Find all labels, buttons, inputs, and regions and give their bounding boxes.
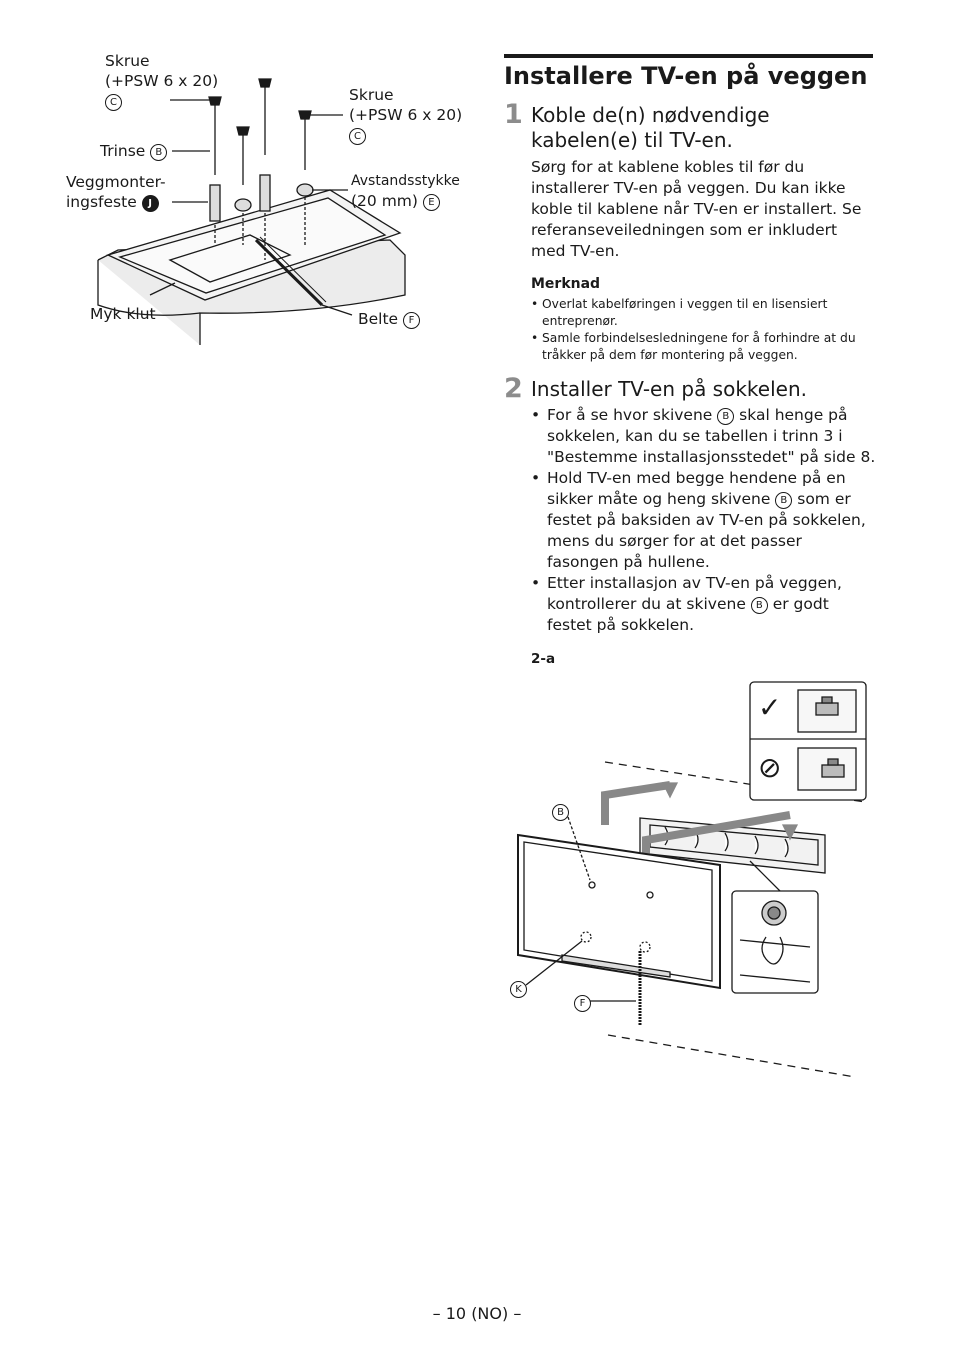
callout-washer	[552, 801, 569, 821]
check-icon: ✓	[758, 691, 782, 724]
label-wall-bracket: Veggmonter- ingsfeste J	[66, 173, 166, 211]
marker-b: B	[751, 597, 768, 614]
label-belt: Belte F	[358, 309, 420, 329]
figure-label: 2-a	[531, 651, 556, 667]
figure-wall-bracket-assembly	[60, 45, 480, 355]
marker-b: B	[552, 804, 569, 821]
note-item: • Samle forbindelsesledningene for å forhindre at du tråkker på dem før montering på veggen.	[531, 330, 876, 364]
marker-k: K	[510, 981, 527, 998]
note-list	[531, 296, 876, 364]
bullet-item: • Etter installasjon av TV-en på veggen, kontrollerer du at skivene B er godt festet på sokkelen.	[531, 573, 876, 636]
prohibited-icon: ⊘	[758, 751, 782, 784]
bullet-item: • For å se hvor skivene B skal henge på sokkelen, kan du se tabellen i trinn 3 i "Bestemme installasjonsstedet" på side 8.	[531, 405, 876, 468]
step-bullets	[531, 405, 876, 636]
note-heading: Merknad	[531, 276, 601, 292]
label-screw-left: Skrue (+PSW 6 x 20) C	[105, 51, 218, 111]
callout-part-k	[510, 978, 527, 998]
step-number: 1	[504, 99, 523, 130]
step-1	[504, 100, 876, 370]
label-screw-right: Skrue (+PSW 6 x 20) C	[349, 85, 462, 145]
step-2	[504, 374, 876, 644]
callout-belt	[574, 992, 591, 1012]
step-body: Sørg for at kablene kobles til før du installerer TV-en på veggen. Du kan ikke koble til kablene når TV-en er installert. Se referanseveiledningen som er inkludert med TV-en.	[531, 158, 862, 260]
marker-f: F	[403, 312, 420, 329]
label-washer: Trinse B	[100, 141, 167, 161]
marker-e: E	[423, 194, 440, 211]
marker-f: F	[574, 995, 591, 1012]
figure-tv-hanging	[500, 675, 870, 1085]
hanging-illustration	[500, 675, 870, 1085]
step-heading: Installer TV-en på sokkelen.	[531, 377, 807, 401]
step-number: 2	[504, 373, 523, 404]
step-heading: Koble de(n) nødvendige kabelen(e) til TV-en.	[531, 103, 770, 152]
label-soft-cloth: Myk klut	[90, 305, 156, 323]
marker-c: C	[105, 94, 122, 111]
marker-b: B	[775, 492, 792, 509]
marker-b: B	[150, 144, 167, 161]
label-spacer: Avstandsstykke (20 mm) E	[351, 173, 460, 210]
bullet-item: • Hold TV-en med begge hendene på en sikker måte og heng skivene B som er festet på baksiden av TV-en på sokkelen, mens du sørger for at det passer fasongen på hullene.	[531, 468, 876, 573]
marker-j: J	[142, 195, 159, 212]
marker-c: C	[349, 128, 366, 145]
marker-b: B	[717, 408, 734, 425]
note-item: • Overlat kabelføringen i veggen til en lisensiert entreprenør.	[531, 296, 876, 330]
page-title: Installere TV-en på veggen	[504, 62, 868, 90]
title-rule	[504, 54, 873, 58]
page-number: – 10 (NO) –	[432, 1304, 522, 1323]
